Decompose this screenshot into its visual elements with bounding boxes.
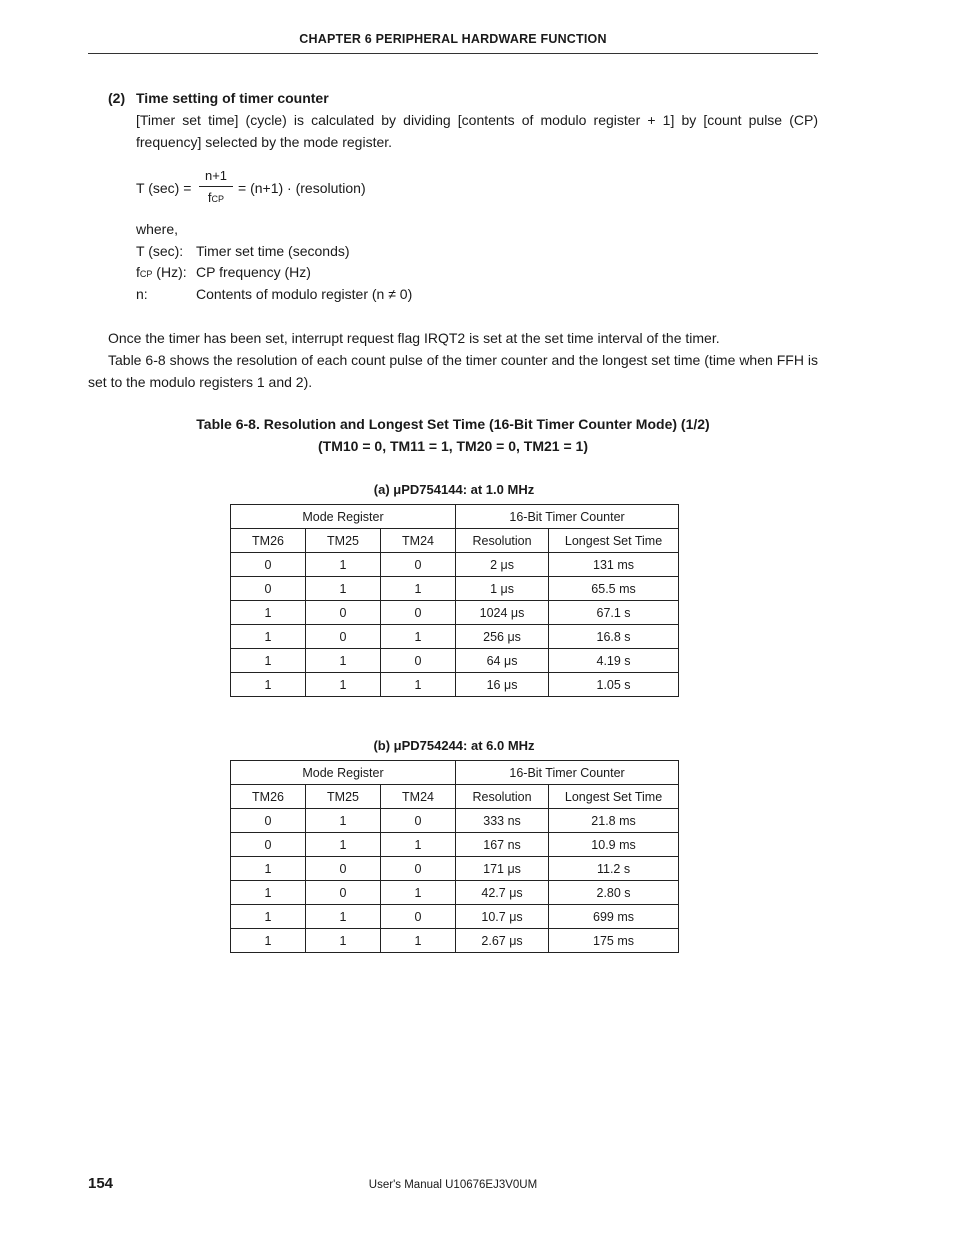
- formula-fraction: [199, 168, 233, 207]
- table-cell: 1: [231, 881, 306, 905]
- table-cell: 1: [231, 649, 306, 673]
- table-row: [231, 881, 679, 905]
- denominator-sub: CP: [211, 194, 225, 204]
- table-cell: 11.2 s: [549, 857, 679, 881]
- table-cell: 0: [231, 577, 306, 601]
- table-cell: 0: [381, 857, 456, 881]
- table-row: [231, 929, 679, 953]
- table-cell: 0: [306, 601, 381, 625]
- table-cell: 1: [231, 625, 306, 649]
- definition-desc: Timer set time (seconds): [196, 243, 350, 259]
- table-cell: 1: [306, 929, 381, 953]
- column-header: Longest Set Time: [549, 785, 679, 809]
- table-cell: 1: [231, 601, 306, 625]
- table-cell: 0: [381, 649, 456, 673]
- term-base: f: [136, 264, 140, 280]
- table-cell: 64 μs: [456, 649, 549, 673]
- table-row: [231, 673, 679, 697]
- column-header: TM25: [306, 529, 381, 553]
- table-row: [231, 577, 679, 601]
- table-cell: 171 μs: [456, 857, 549, 881]
- column-header: TM26: [231, 529, 306, 553]
- table-cell: 1: [381, 673, 456, 697]
- table-cell: 256 μs: [456, 625, 549, 649]
- definition-term: n:: [136, 286, 148, 302]
- header-rule: [88, 53, 818, 54]
- formula-numerator: n+1: [204, 168, 228, 183]
- table-header-row: [231, 785, 679, 809]
- table-header-row: [231, 529, 679, 553]
- term-rest: (Hz):: [152, 264, 187, 280]
- table-cell: 0: [381, 601, 456, 625]
- table-cell: 4.19 s: [549, 649, 679, 673]
- table-group-header-row: [231, 505, 679, 529]
- table-cell: 2 μs: [456, 553, 549, 577]
- table-cell: 0: [231, 553, 306, 577]
- chapter-header: CHAPTER 6 PERIPHERAL HARDWARE FUNCTION: [299, 32, 607, 46]
- group-header: Mode Register: [231, 505, 456, 529]
- table-cell: 1: [381, 929, 456, 953]
- paragraph: Table 6-8 shows the resolution of each count pulse of the timer counter and the longest set time (time when FFH is set to the modulo registers 1 and 2).: [88, 352, 818, 390]
- table-cell: 16.8 s: [549, 625, 679, 649]
- table-cell: 1: [381, 625, 456, 649]
- table-a-caption: (a) μPD754144: at 1.0 MHz: [373, 482, 535, 497]
- definition-row: [136, 240, 350, 262]
- table-cell: 1.05 s: [549, 673, 679, 697]
- table-group-header-row: [231, 761, 679, 785]
- table-cell: 0: [231, 833, 306, 857]
- column-header: TM25: [306, 785, 381, 809]
- table-cell: 1 μs: [456, 577, 549, 601]
- section-number: (2): [108, 90, 126, 106]
- table-caption-conditions: (TM10 = 0, TM11 = 1, TM20 = 0, TM21 = 1): [318, 438, 588, 454]
- table-row: [231, 625, 679, 649]
- table-cell: 1: [231, 905, 306, 929]
- table-cell: 131 ms: [549, 553, 679, 577]
- table-cell: 21.8 ms: [549, 809, 679, 833]
- table-cell: 65.5 ms: [549, 577, 679, 601]
- formula-lhs: T (sec) =: [136, 180, 192, 196]
- definition-term: [136, 261, 196, 285]
- denominator-base: f: [207, 190, 212, 205]
- table-cell: 0: [381, 553, 456, 577]
- column-header: TM24: [381, 529, 456, 553]
- definition-term: T (sec):: [136, 243, 184, 259]
- table-row: [231, 905, 679, 929]
- table-cell: 2.80 s: [549, 881, 679, 905]
- table-cell: 1: [306, 809, 381, 833]
- table-row: [231, 601, 679, 625]
- table-cell: 10.9 ms: [549, 833, 679, 857]
- table-b-body: [231, 809, 679, 953]
- table-row: [231, 857, 679, 881]
- where-label: where,: [136, 221, 179, 237]
- column-header: TM26: [231, 785, 306, 809]
- term-sub: CP: [139, 269, 153, 279]
- table-row: [231, 833, 679, 857]
- table-cell: 699 ms: [549, 905, 679, 929]
- table-cell: 1: [231, 673, 306, 697]
- table-cell: 1: [231, 929, 306, 953]
- page-number: 154: [88, 1175, 114, 1192]
- table-cell: 0: [306, 881, 381, 905]
- table-cell: 175 ms: [549, 929, 679, 953]
- definition-desc: Contents of modulo register (n ≠ 0): [196, 286, 413, 302]
- table-cell: 1: [381, 881, 456, 905]
- table-cell: 42.7 μs: [456, 881, 549, 905]
- table-cell: 1: [306, 833, 381, 857]
- table-cell: 1: [306, 553, 381, 577]
- table-b: [230, 760, 679, 953]
- table-a: [230, 504, 679, 697]
- table-cell: 1: [381, 833, 456, 857]
- table-caption: Table 6-8. Resolution and Longest Set Time (16-Bit Timer Counter Mode) (1/2): [196, 416, 710, 432]
- definition-row: [136, 283, 412, 305]
- table-cell: 0: [306, 625, 381, 649]
- table-cell: 1: [306, 905, 381, 929]
- formula: [136, 168, 536, 208]
- table-cell: 67.1 s: [549, 601, 679, 625]
- section-title: [108, 90, 329, 106]
- table-cell: 0: [381, 905, 456, 929]
- table-cell: 16 μs: [456, 673, 549, 697]
- definition-row: [136, 261, 311, 285]
- table-row: [231, 649, 679, 673]
- table-cell: 1: [306, 649, 381, 673]
- fraction-bar: [199, 186, 233, 187]
- group-header: Mode Register: [231, 761, 456, 785]
- table-cell: 0: [306, 857, 381, 881]
- column-header: TM24: [381, 785, 456, 809]
- group-header: 16-Bit Timer Counter: [456, 761, 679, 785]
- table-a-body: [231, 553, 679, 697]
- table-row: [231, 553, 679, 577]
- paragraph: Once the timer has been set, interrupt request flag IRQT2 is set at the set time interval of the timer.: [108, 330, 720, 346]
- table-cell: 1: [381, 577, 456, 601]
- table-cell: 333 ns: [456, 809, 549, 833]
- table-b-caption: (b) μPD754244: at 6.0 MHz: [373, 738, 535, 753]
- table-cell: 0: [381, 809, 456, 833]
- table-cell: 1024 μs: [456, 601, 549, 625]
- table-cell: 10.7 μs: [456, 905, 549, 929]
- section-title-text: Time setting of timer counter: [136, 90, 329, 106]
- section-intro: [Timer set time] (cycle) is calculated by dividing [contents of modulo register + 1] by [count pulse (CP) frequency] selected by the mode register.: [136, 112, 818, 150]
- table-cell: 0: [231, 809, 306, 833]
- column-header: Resolution: [456, 785, 549, 809]
- group-header: 16-Bit Timer Counter: [456, 505, 679, 529]
- table-cell: 1: [231, 857, 306, 881]
- table-cell: 2.67 μs: [456, 929, 549, 953]
- formula-rhs: = (n+1) · (resolution): [238, 180, 366, 196]
- table-cell: 1: [306, 577, 381, 601]
- column-header: Longest Set Time: [549, 529, 679, 553]
- table-cell: 1: [306, 673, 381, 697]
- footer-manual-id: User's Manual U10676EJ3V0UM: [368, 1179, 538, 1191]
- definition-desc: CP frequency (Hz): [196, 264, 311, 280]
- table-cell: 167 ns: [456, 833, 549, 857]
- column-header: Resolution: [456, 529, 549, 553]
- table-row: [231, 809, 679, 833]
- formula-denominator: [199, 190, 233, 207]
